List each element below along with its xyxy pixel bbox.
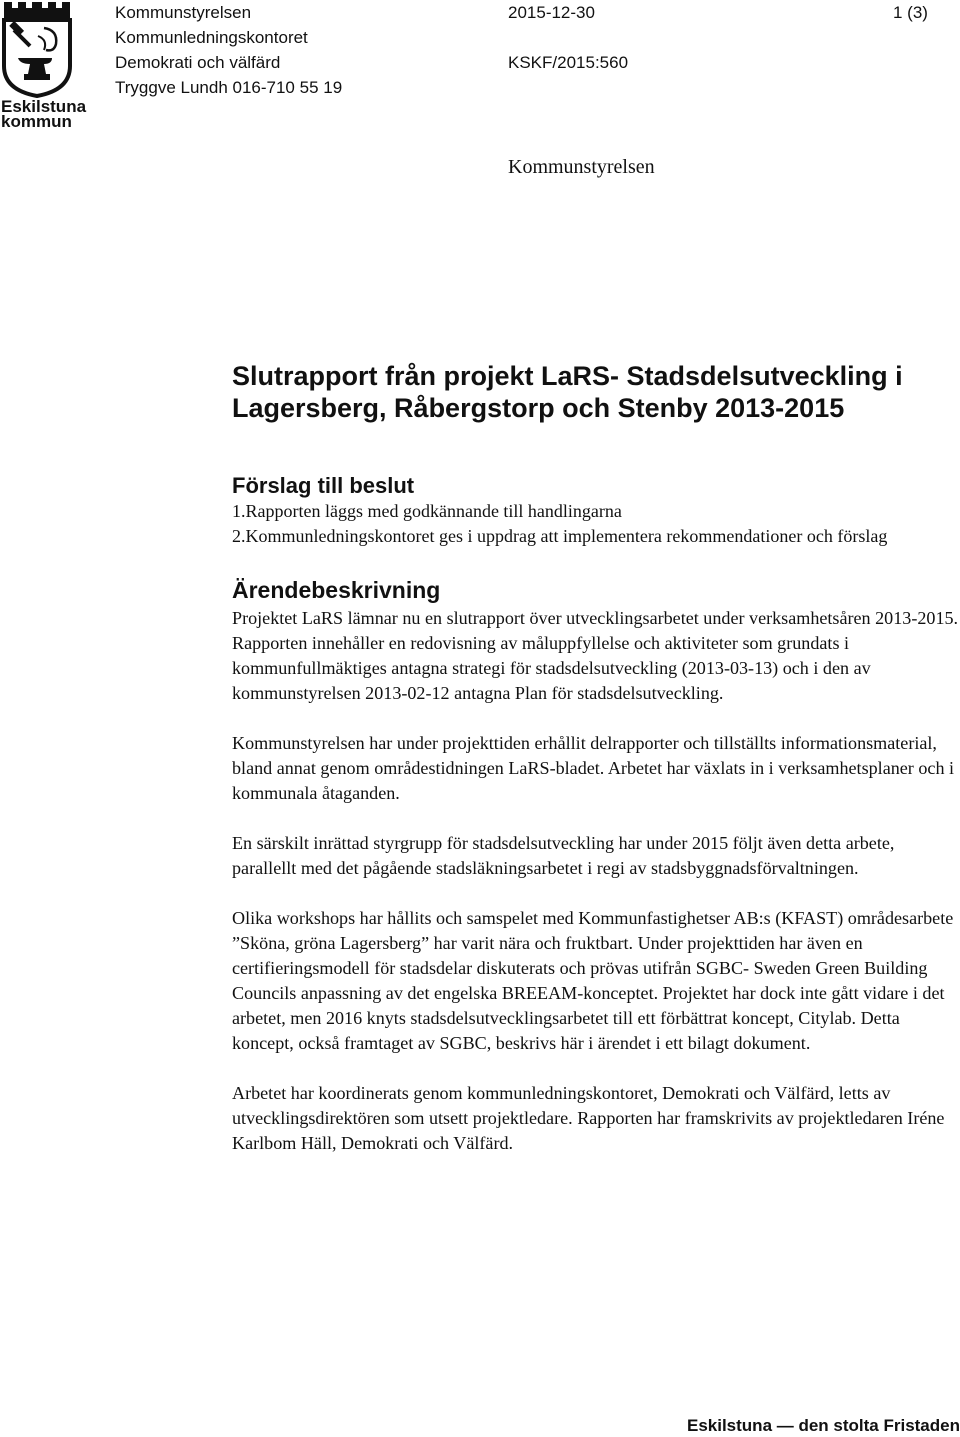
footer-slogan: Eskilstuna — den stolta Fristaden bbox=[686, 1416, 960, 1435]
decision-item-2: 2.Kommunledningskontoret ges i uppdrag att implementera rekommendationer och förslag bbox=[232, 526, 888, 546]
document-date: 2015-12-30 bbox=[508, 3, 595, 22]
sender-organisation: Kommunstyrelsen bbox=[115, 3, 252, 22]
decision-item-1: 1.Rapporten läggs med godkännande till handlingarna bbox=[232, 501, 622, 521]
document-body bbox=[232, 360, 960, 1181]
arende-heading: Ärendebeskrivning bbox=[232, 577, 441, 603]
decision-section bbox=[232, 473, 960, 549]
body-paragraph-2: Kommunstyrelsen har under projekttiden erhållit delrapporter och tillställts informationsmaterial, bland annat genom områdestidningen LaRS-bladet. Arbetet har växlats in i verksamhetsplaner och i kommunala åtaganden. bbox=[232, 733, 955, 803]
body-paragraph-1: Projektet LaRS lämnar nu en slutrapport över utvecklingsarbetet under verksamhetsåren 2013-2015. Rapporten innehåller en redovisning av måluppfyllelse och aktiviteter som grundats i kommunfullmäktiges antagna strategi för stadsdelsutveckling (2013-03-13) och i den av kommunstyrelsen 2013-02-12 antagna Plan för stadsdelsutveckling. bbox=[232, 608, 959, 703]
sender-unit: Demokrati och välfärd bbox=[115, 53, 281, 72]
body-paragraph-3: En särskilt inrättad styrgrupp för stadsdelsutveckling har under 2015 följt även detta arbete, parallellt med det pågående stadsläkningsarbetet i regi av stadsbyggnadsförvaltningen. bbox=[232, 833, 895, 878]
eskilstuna-kommun-logo bbox=[0, 0, 87, 131]
logo-wordmark-kommun: kommun bbox=[1, 112, 72, 131]
addressee: Kommunstyrelsen bbox=[508, 156, 655, 178]
forslag-heading: Förslag till beslut bbox=[232, 473, 415, 498]
sender-department: Kommunledningskontoret bbox=[115, 28, 308, 47]
sender-block bbox=[115, 0, 342, 100]
sender-contact: Tryggve Lundh 016-710 55 19 bbox=[115, 78, 343, 97]
document-title-line-1: Slutrapport från projekt LaRS- Stadsdelsutveckling i bbox=[232, 361, 903, 391]
body-paragraph-5: Arbetet har koordinerats genom kommunledningskontoret, Demokrati och Välfärd, letts av utvecklingsdirektören som utsett projektledare. Rapporten har framskrivits av projektledaren Iréne Karlbom Häll, Demokrati och Välfärd. bbox=[232, 1083, 945, 1153]
body-paragraph-4: Olika workshops har hållits och samspelet med Kommunfastighetser AB:s (KFAST) områdesarbete ”Sköna, gröna Lagersberg” har varit nära och fruktbart. Under projekttiden har även en certifieringsmodell för stadsdelar diskuterats och prövas utifrån SGBC- Sweden Green Building Councils anpassning av det engelska BREEAM-konceptet. Projektet har dock inte gått vidare i det arbetet, men 2016 knyts stadsdelsutvecklingsarbetet till ett förbättrat koncept, Citylab. Detta koncept, också framtaget av SGBC, beskrivs här i ärendet i ett bilagt dokument. bbox=[232, 908, 954, 1053]
document-title-line-2: Lagersberg, Råbergstorp och Stenby 2013-2015 bbox=[232, 393, 845, 423]
document-title bbox=[232, 360, 960, 424]
document-reference: KSKF/2015:560 bbox=[508, 53, 629, 72]
logo-wordmark-eskilstuna: Eskilstuna bbox=[1, 97, 87, 116]
coat-of-arms-icon bbox=[4, 2, 70, 96]
page-number: 1 (3) bbox=[893, 3, 928, 22]
